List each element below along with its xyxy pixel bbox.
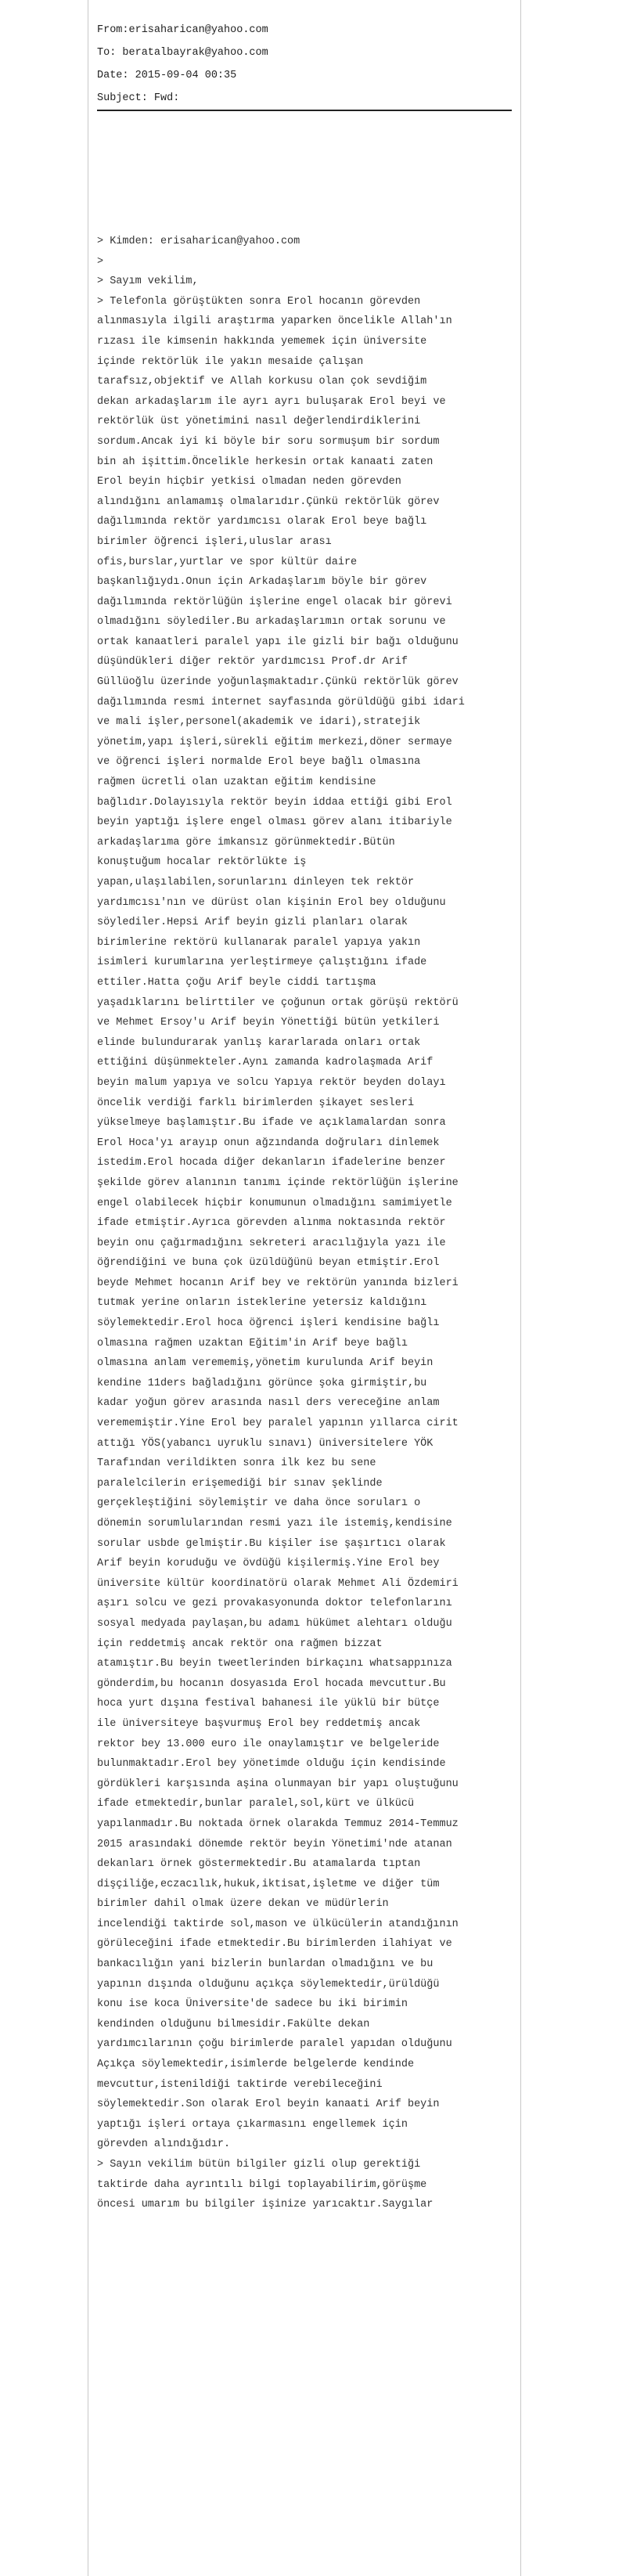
body-line: sordum.Ancak iyi ki böyle bir soru sormuşum bir sordum xyxy=(97,435,440,448)
body-line: dişçiliğe,eczacılık,hukuk,iktisat,işletme ve diğer tüm xyxy=(97,1878,440,1890)
body-line: bulunmaktadır.Erol bey yönetimde olduğu için kendisinde xyxy=(97,1758,446,1771)
body-line: birimler öğrenci işleri,uluslar arası xyxy=(97,535,332,548)
body-line: için reddetmiş ancak rektör ona rağmen bizzat xyxy=(97,1637,383,1650)
body-line: istedim.Erol hocada diğer dekanların ifadelerine benzer xyxy=(97,1157,446,1169)
body-line: rektor bey 13.000 euro ile onaylamıştır ve belgeleride xyxy=(97,1738,440,1750)
body-line: > Kimden: erisaharican@yahoo.com xyxy=(97,236,300,247)
body-line: olmadığını söylediler.Bu arkadaşlarımın ortak sorunu ve xyxy=(97,616,446,629)
body-line: gönderdim,bu hocanın dosyasıda Erol hocada mevcuttur.Bu xyxy=(97,1677,446,1690)
body-line: olmasına rağmen uzaktan Eğitim'in Arif beye bağlı xyxy=(97,1337,408,1349)
body-line: yükselmeye başlamıştır.Bu ifade ve açıklamalardan sonra xyxy=(97,1117,446,1129)
body-line: alınmasıyla ilgili araştırma yaparken öncelikle Allah'ın xyxy=(97,315,452,328)
body-line: şekilde görev alanının tanımı içinde rektörlüğün işlerine xyxy=(97,1176,459,1189)
body-line: dağılımında resmi internet sayfasında görüldüğü gibi idari xyxy=(97,696,465,708)
body-line: > xyxy=(97,255,104,268)
body-line: elinde bulundurarak yanlış kararlarada onları ortak xyxy=(97,1036,421,1049)
body-line: söylediler.Hepsi Arif beyin gizli planları olarak xyxy=(97,917,408,929)
message-body xyxy=(97,232,504,2215)
body-line: yapan,ulaşılabilen,sorunlarını dinleyen tek rektör xyxy=(97,877,415,888)
body-line: engel olabilecek hiçbir konumunun olmadığını samimiyetle xyxy=(97,1197,452,1209)
body-line: ifade etmiştir.Ayrıca görevden alınma noktasında rektör xyxy=(97,1217,446,1230)
body-line: atamıştır.Bu beyin tweetlerinden birkaçını whatsappınıza xyxy=(97,1658,452,1670)
body-line: taktirde daha ayrıntılı bilgi toplayabilirim,görüşme xyxy=(97,2178,427,2191)
body-line: rızası ile kimsenin hakkında yememek için üniversite xyxy=(97,335,427,348)
body-line: > Telefonla görüştükten sonra Erol hocanın görevden xyxy=(97,295,421,308)
body-line: konu ise koca Üniversite'de sadece bu iki birimin xyxy=(97,1998,408,2011)
body-line: olmasına anlam verememiş,yönetim kurulunda Arif beyin xyxy=(97,1357,434,1370)
body-line: tarafsız,objektif ve Allah korkusu olan çok sevdiğim xyxy=(97,376,427,388)
body-line: görevden alındığıdır. xyxy=(97,2138,231,2151)
body-line: yardımcısı'nın ve dürüst olan kişinin Erol bey olduğunu xyxy=(97,896,446,909)
body-line: beyin onu çağırmadığını sekreteri aracılığıyla yazı ile xyxy=(97,1237,446,1249)
body-line: ettiğini düşünmekteler.Aynı zamanda kadrolaşmada Arif xyxy=(97,1057,434,1069)
body-line: kendine 11ders bağladığını görünce şoka girmiştir,bu xyxy=(97,1377,427,1389)
body-line: sorular usbde gelmiştir.Bu kişiler ise şaşırtıcı olarak xyxy=(97,1537,446,1550)
body-line: bankacılığın yani bizlerin bunlardan olmadığını ve bu xyxy=(97,1958,434,1971)
body-line: aşırı solcu ve gezi provakasyonunda doktor telefonlarını xyxy=(97,1598,452,1610)
body-line: isimleri kurumlarına yerleştirmeye çalıştığını ifade xyxy=(97,957,427,969)
body-line: sosyal medyada paylaşan,bu adamı hükümet alehtarı olduğu xyxy=(97,1617,452,1630)
body-line: beyde Mehmet hocanın Arif bey ve rektörün yanında bizleri xyxy=(97,1277,459,1289)
body-line: görüleceğini ifade etmektedir.Bu birimlerden ilahiyat ve xyxy=(97,1938,452,1951)
body-line: Arif beyin koruduğu ve övdüğü kişilermiş.Yine Erol bey xyxy=(97,1558,440,1570)
body-line: ve Mehmet Ersoy'u Arif beyin Yönettiği bütün yetkileri xyxy=(97,1017,440,1029)
body-line: dekanları örnek göstermektedir.Bu atamalarda tıptan xyxy=(97,1858,421,1871)
body-line: > Sayım vekilim, xyxy=(97,276,199,288)
body-line: arkadaşlarıma göre imkansız görünmektedir.Bütün xyxy=(97,836,395,848)
body-line: dekan arkadaşlarım ile ayrı ayrı buluşarak Erol beyi ve xyxy=(97,395,446,408)
body-line: birimler dahil olmak üzere dekan ve müdürlerin xyxy=(97,1898,389,1911)
body-line: kadar yoğun görev arasında nasıl ders vereceğine anlam xyxy=(97,1397,440,1410)
body-line: dağılımında rektörlüğün işlerine engel olacak bir görevi xyxy=(97,596,452,608)
body-line: alındığını anlamamış olmalarıdır.Çünkü rektörlük görev xyxy=(97,495,440,508)
body-line: attığı YÖS(yabancı uyruklu sınavı) üniversitelere YÖK xyxy=(97,1437,434,1450)
body-line: ortak kanaatleri paralel yapı ile gizli bir bağı olduğunu xyxy=(97,636,459,648)
body-line: > Sayın vekilim bütün bilgiler gizli olup gerektiği xyxy=(97,2159,421,2171)
subject-line: Subject: Fwd: xyxy=(97,92,180,104)
body-line: mevcuttur,istenildiği taktirde verebileceğini xyxy=(97,2078,383,2091)
body-line: verememiştir.Yine Erol bey paralel yapının yıllarca cirit xyxy=(97,1418,459,1430)
body-line: başkanlığıydı.Onun için Arkadaşlarım böyle bir görev xyxy=(97,576,427,589)
body-line: paralelcilerin erişemediği bir sınav şeklinde xyxy=(97,1477,383,1490)
body-line: ile üniversiteye başvurmuş Erol bey reddetmiş ancak xyxy=(97,1717,421,1730)
body-line: yapılanmadır.Bu noktada örnek olarakda Temmuz 2014-Temmuz xyxy=(97,1818,459,1830)
body-line: dönemin sorumlularından resmi yazı ile istemiş,kendisine xyxy=(97,1518,452,1529)
body-line: üniversite kültür koordinatörü olarak Mehmet Ali Özdemiri xyxy=(97,1577,459,1590)
body-line: birimlerine rektörü kullanarak paralel yapıya yakın xyxy=(97,936,421,949)
body-line: ettiler.Hatta çoğu Arif beyle ciddi tartışma xyxy=(97,976,376,989)
body-line: yönetim,yapı işleri,sürekli eğitim merkezi,döner sermaye xyxy=(97,736,452,748)
body-line: Erol Hoca'yı arayıp onun ağzındanda doğruları dinlemek xyxy=(97,1137,440,1149)
body-line: söylemektedir.Erol hoca öğrenci işleri kendisine bağlı xyxy=(97,1317,440,1330)
body-line: söylemektedir.Son olarak Erol beyin kanaati Arif beyin xyxy=(97,2099,440,2111)
to-line[interactable]: To: beratalbayrak@yahoo.com xyxy=(97,47,268,59)
body-line: rağmen ücretli olan uzaktan eğitim kendisine xyxy=(97,776,376,789)
body-line: Açıkça söylemektedir,isimlerde belgelerde kendinde xyxy=(97,2059,415,2071)
body-line: ifade etmektedir,bunlar paralel,sol,kürt ve ülkücü xyxy=(97,1798,415,1810)
body-line: yaptığı işleri ortaya çıkarmasını engellemek için xyxy=(97,2118,408,2131)
body-line: bin ah işittim.Öncelikle herkesin ortak kanaati zaten xyxy=(97,456,434,468)
body-line: Tarafından verildikten sonra ilk kez bu sene xyxy=(97,1457,376,1470)
body-line: içinde rektörlük ile yakın mesaide çalışan xyxy=(97,355,364,368)
body-line: dağılımında rektör yardımcısı olarak Erol beye bağlı xyxy=(97,516,427,528)
body-line: öğrendiğini ve buna çok üzüldüğünü beyan etmiştir.Erol xyxy=(97,1257,440,1270)
body-line: hoca yurt dışına festival bahanesi ile yüklü bir bütçe xyxy=(97,1698,440,1710)
date-line: Date: 2015-09-04 00:35 xyxy=(97,70,237,81)
body-line: ve mali işler,personel(akademik ve idari),stratejik xyxy=(97,716,421,729)
body-line: yaşadıklarını belirttiler ve çoğunun ortak görüşü rektörü xyxy=(97,996,459,1009)
body-line: Güllüoğlu üzerinde yoğunlaşmaktadır.Çünkü rektörlük görev xyxy=(97,676,459,689)
from-line[interactable]: From:erisaharican@yahoo.com xyxy=(97,24,268,36)
body-line: bağlıdır.Dolayısıyla rektör beyin iddaa ettiği gibi Erol xyxy=(97,796,452,809)
body-line: ve öğrenci işleri normalde Erol beye bağlı olmasına xyxy=(97,756,421,769)
body-line: gördükleri karşısında aşina olunmayan bir yapı oluştuğunu xyxy=(97,1778,459,1790)
body-line: beyin malum yapıya ve solcu Yapıya rektör beyden dolayı xyxy=(97,1076,446,1089)
body-line: ofis,burslar,yurtlar ve spor kültür daire xyxy=(97,556,358,568)
body-line: yapının dışında olduğunu açıkça söylemektedir,ürüldüğü xyxy=(97,1978,440,1991)
body-line: öncelik verdiği farklı birimlerden şikayet sesleri xyxy=(97,1097,415,1109)
body-line: Erol beyin hiçbir yetkisi olmadan neden görevden xyxy=(97,476,401,488)
body-line: 2015 arasındaki dönemde rektör beyin Yönetimi'nde atanan xyxy=(97,1838,452,1850)
body-line: yardımcılarının çoğu birimlerde paralel yapıdan olduğunu xyxy=(97,2038,452,2051)
header-divider xyxy=(97,110,512,111)
body-line: gerçekleştiğini söylemiştir ve daha önce soruları o xyxy=(97,1497,421,1510)
body-line: tutmak yerine onların isteklerine yetersiz kaldığını xyxy=(97,1297,427,1310)
body-line: incelendiği taktirde sol,mason ve ülkücülerin atandığının xyxy=(97,1918,459,1930)
body-line: beyin yaptığı işlere engel olması görev alanı itibariyle xyxy=(97,816,452,829)
body-line: rektörlük üst yönetimini nasıl değerlendirdiklerini xyxy=(97,416,421,428)
email-header xyxy=(97,19,512,110)
body-line: düşündükleri diğer rektör yardımcısı Prof.dr Arif xyxy=(97,656,408,668)
body-line: konuştuğum hocalar rektörlükte iş xyxy=(97,856,307,869)
body-line: kendinden olduğunu bilmesidir.Fakülte dekan xyxy=(97,2018,370,2030)
body-line: öncesi umarım bu bilgiler işinize yarıcaktır.Saygılar xyxy=(97,2199,434,2211)
